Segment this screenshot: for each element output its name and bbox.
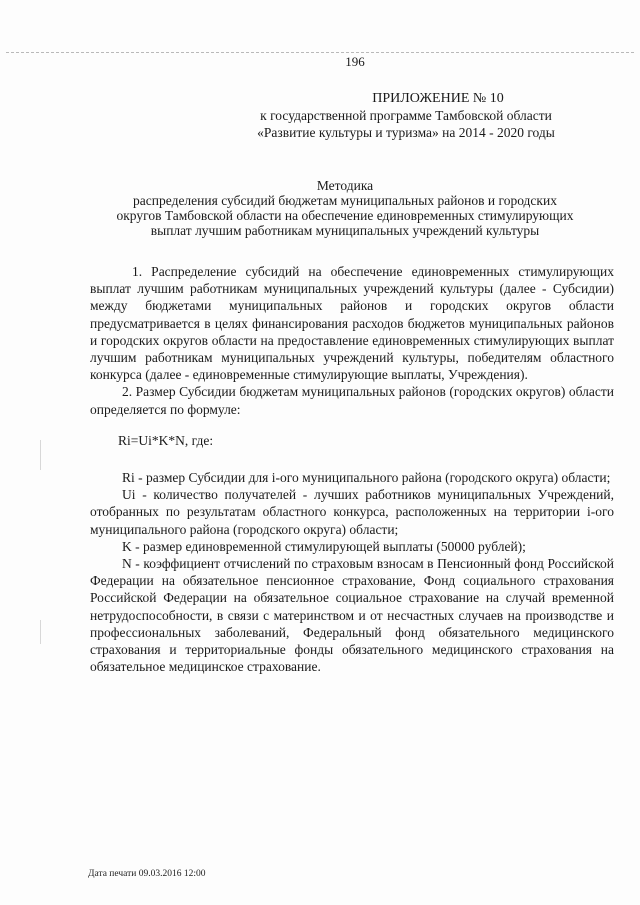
definition-r: Ri - размер Субсидии для i-ого муниципального района (городского округа) области; <box>122 470 611 486</box>
method-subtitle-line: выплат лучшим работникам муниципальных учреждений культуры <box>150 223 540 238</box>
print-date-footer: Дата печати 09.03.2016 12:00 <box>88 869 206 879</box>
definition-k: K - размер единовременной стимулирующей выплаты (50000 рублей); <box>122 538 526 554</box>
definition-u: Ui - количество получателей - лучших работников муниципальных Учреждений, отобранных по результатам областного конкурса, расположенных на территории i-ого муниципального района (городского округа) области; <box>90 487 614 537</box>
document-body <box>90 263 614 675</box>
appendix-line: к государственной программе Тамбовской области <box>260 108 552 123</box>
method-subtitle-line: округов Тамбовской области на обеспечение единовременных стимулирующих <box>116 208 574 223</box>
top-divider <box>6 52 634 53</box>
appendix-line: «Развитие культуры и туризма» на 2014 - 2020 годы <box>257 125 555 140</box>
paragraph-2: 2. Размер Субсидии бюджетам муниципальных районов (городских округов) области определяется по формуле: <box>90 384 614 417</box>
paragraph-1: 1. Распределение субсидий на обеспечение единовременных стимулирующих выплат лучшим работникам муниципальных учреждений культуры (далее - Субсидии) между бюджетами муниципальных районов и городских округов области предусматривается в целях финансирования расходов бюджетов муниципальных районов и городских округов области на предоставление единовременных стимулирующих выплат лучшим работникам муниципальных учреждений культуры, победителям областного конкурса (далее - единовременные стимулирующие выплаты, Учреждения). <box>90 264 614 383</box>
margin-mark <box>40 620 41 644</box>
formula: Ri=Ui*K*N, где: <box>118 432 214 448</box>
page-number: 196 <box>345 54 365 69</box>
method-title: Методика <box>316 178 374 193</box>
appendix-title: ПРИЛОЖЕНИЕ № 10 <box>372 91 504 106</box>
method-subtitle-line: распределения субсидий бюджетам муниципальных районов и городских <box>133 193 557 208</box>
method-heading <box>90 178 600 238</box>
definition-n: N - коэффициент отчислений по страховым взносам в Пенсионный фонд Российской Федерации на обязательное пенсионное страхование, Фонд социального страхования Российской Федерации на обязательное социальное страхование на случай временной нетрудоспособности, в связи с материнством и от несчастных случаев на производстве и профессиональных заболеваний, Федеральный фонд обязательного медицинского страхования и территориальные фонды обязательного медицинского страхования на обязательное медицинское страхование. <box>90 556 614 675</box>
margin-mark <box>40 440 41 470</box>
appendix-header <box>206 90 606 141</box>
